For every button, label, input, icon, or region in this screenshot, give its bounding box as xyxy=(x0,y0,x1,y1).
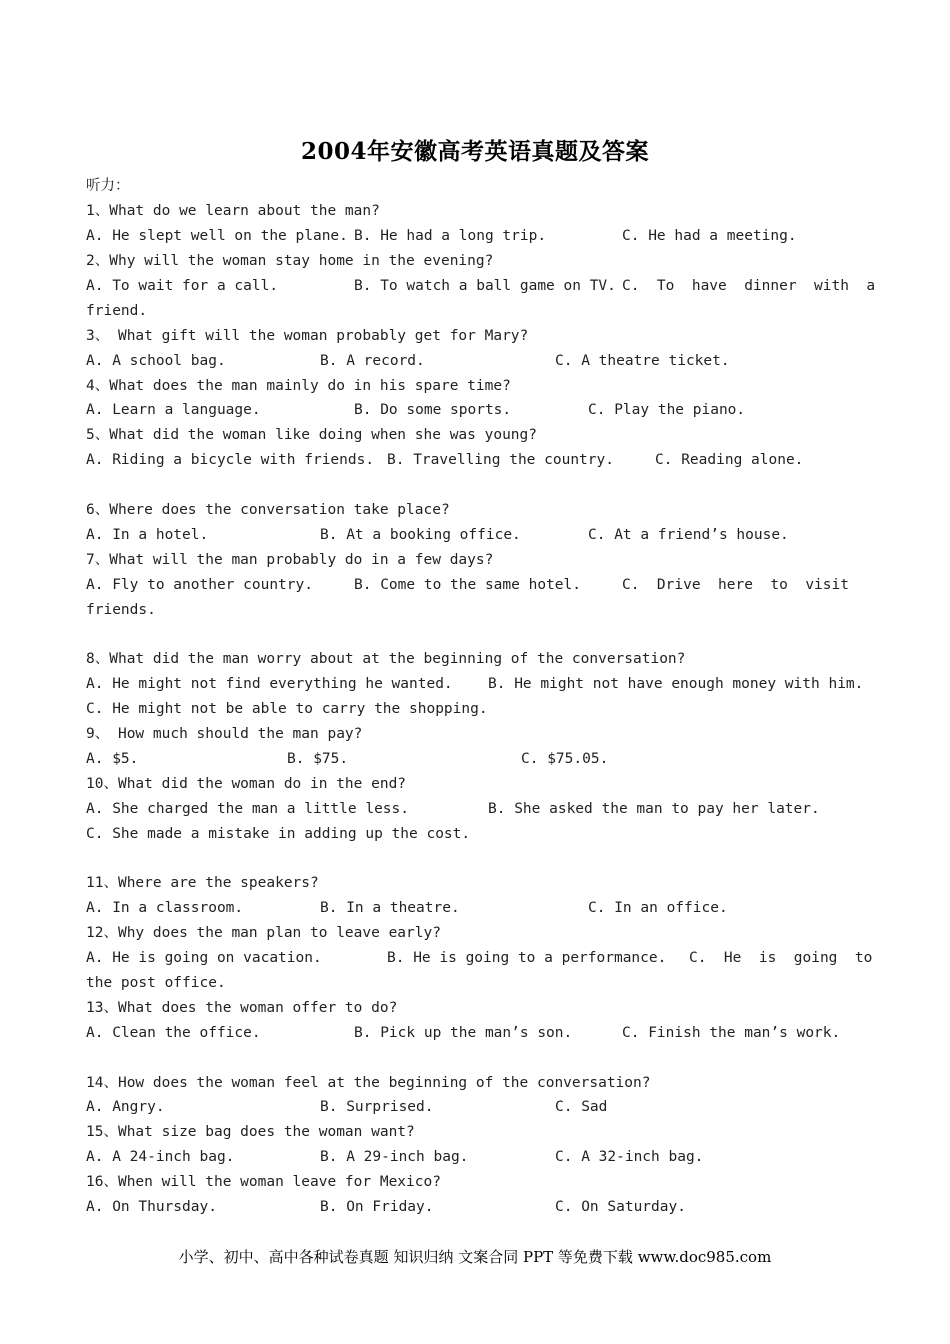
question-6: 6、Where does the conversation take place? xyxy=(86,502,450,518)
option-b: B. Do some sports. xyxy=(354,402,512,418)
question-1: 1、What do we learn about the man? xyxy=(86,203,380,219)
option-a: A. Learn a language. xyxy=(86,402,261,418)
option-c: C. He had a meeting. xyxy=(622,228,797,244)
option-b: B. Pick up the man’s son. xyxy=(354,1025,573,1041)
option-a: A. He slept well on the plane. xyxy=(86,228,348,244)
options-13 xyxy=(86,1022,866,1044)
options-9 xyxy=(86,748,866,770)
option-a: A. Fly to another country. xyxy=(86,577,313,593)
question-14: 14、How does the woman feel at the beginning of the conversation? xyxy=(86,1075,651,1091)
question-11: 11、Where are the speakers? xyxy=(86,875,319,891)
option-c: C. Finish the man’s work. xyxy=(622,1025,841,1041)
option-c: C. Drive here to visit xyxy=(622,577,849,593)
option-b: B. A record. xyxy=(320,353,425,369)
footer-note: 小学、初中、高中各种试卷真题 知识归纳 文案合同 PPT 等免费下载 www.doc985.com xyxy=(178,1248,772,1266)
page-title: 2004年安徽高考英语真题及答案 xyxy=(300,138,649,165)
options-16 xyxy=(86,1196,866,1218)
option-b: B. Travelling the country. xyxy=(387,452,614,468)
option-a: A. To wait for a call. xyxy=(86,278,279,294)
option-a: A. He is going on vacation. xyxy=(86,950,322,966)
options-1 xyxy=(86,225,866,247)
question-12: 12、Why does the man plan to leave early? xyxy=(86,925,441,941)
options-3 xyxy=(86,350,866,372)
option-a: A. On Thursday. xyxy=(86,1199,217,1215)
option-b: B. She asked the man to pay her later. xyxy=(488,801,820,817)
question-7: 7、What will the man probably do in a few days? xyxy=(86,552,494,568)
option-a: A. A 24-inch bag. xyxy=(86,1149,235,1165)
options-10 xyxy=(86,798,866,820)
option-c: C. A 32-inch bag. xyxy=(555,1149,704,1165)
option-a: A. $5. xyxy=(86,751,139,767)
options-14 xyxy=(86,1096,866,1118)
option-c: C. In an office. xyxy=(588,900,728,916)
option-b: B. Come to the same hotel. xyxy=(354,577,581,593)
options-4 xyxy=(86,399,866,421)
section-label: 听力： xyxy=(86,178,130,194)
question-9: 9、 How much should the man pay? xyxy=(86,726,363,742)
option-c: C. $75.05. xyxy=(521,751,609,767)
option-a: A. Clean the office. xyxy=(86,1025,261,1041)
options-15 xyxy=(86,1146,866,1168)
option-c: C. To have dinner with a xyxy=(622,278,876,294)
option-a: A. In a classroom. xyxy=(86,900,244,916)
question-13: 13、What does the woman offer to do? xyxy=(86,1000,398,1016)
option-a: A. A school bag. xyxy=(86,353,226,369)
option-c-line: C. He might not be able to carry the shopping. xyxy=(86,701,488,717)
option-a: A. Angry. xyxy=(86,1099,165,1115)
option-b: B. He is going to a performance. xyxy=(387,950,667,966)
question-8: 8、What did the man worry about at the beginning of the conversation? xyxy=(86,651,686,667)
option-c: C. On Saturday. xyxy=(555,1199,686,1215)
options-7 xyxy=(86,574,866,596)
options-6 xyxy=(86,524,866,546)
option-c: C. At a friend’s house. xyxy=(588,527,789,543)
question-2: 2、Why will the woman stay home in the evening? xyxy=(86,253,494,269)
option-b: B. In a theatre. xyxy=(320,900,460,916)
question-15: 15、What size bag does the woman want? xyxy=(86,1124,415,1140)
option-b: B. To watch a ball game on TV. xyxy=(354,278,616,294)
option-a: A. He might not find everything he wanted. xyxy=(86,676,453,692)
option-b: B. A 29-inch bag. xyxy=(320,1149,469,1165)
option-c: C. Sad xyxy=(555,1099,608,1115)
options-5 xyxy=(86,449,866,471)
option-a: A. In a hotel. xyxy=(86,527,209,543)
option-c-continued: friend. xyxy=(86,303,148,319)
question-4: 4、What does the man mainly do in his spare time? xyxy=(86,378,511,394)
question-5: 5、What did the woman like doing when she was young? xyxy=(86,427,537,443)
option-b: B. $75. xyxy=(287,751,349,767)
option-c-line: C. She made a mistake in adding up the cost. xyxy=(86,826,471,842)
question-3: 3、 What gift will the woman probably get for Mary? xyxy=(86,328,529,344)
option-c-continued: the post office. xyxy=(86,975,226,991)
option-c: C. He is going to xyxy=(689,950,873,966)
option-c: C. Play the piano. xyxy=(588,402,746,418)
option-b: B. He had a long trip. xyxy=(354,228,547,244)
question-10: 10、What did the woman do in the end? xyxy=(86,776,407,792)
option-b: B. Surprised. xyxy=(320,1099,434,1115)
option-c-continued: friends. xyxy=(86,602,156,618)
option-b: B. He might not have enough money with him. xyxy=(488,676,864,692)
option-a: A. Riding a bicycle with friends. xyxy=(86,452,375,468)
option-b: B. On Friday. xyxy=(320,1199,434,1215)
option-a: A. She charged the man a little less. xyxy=(86,801,410,817)
option-c: C. Reading alone. xyxy=(655,452,804,468)
options-8 xyxy=(86,673,866,695)
option-b: B. At a booking office. xyxy=(320,527,521,543)
options-2 xyxy=(86,275,876,297)
question-16: 16、When will the woman leave for Mexico? xyxy=(86,1174,441,1190)
option-c: C. A theatre ticket. xyxy=(555,353,730,369)
options-11 xyxy=(86,897,866,919)
options-12 xyxy=(86,947,873,969)
